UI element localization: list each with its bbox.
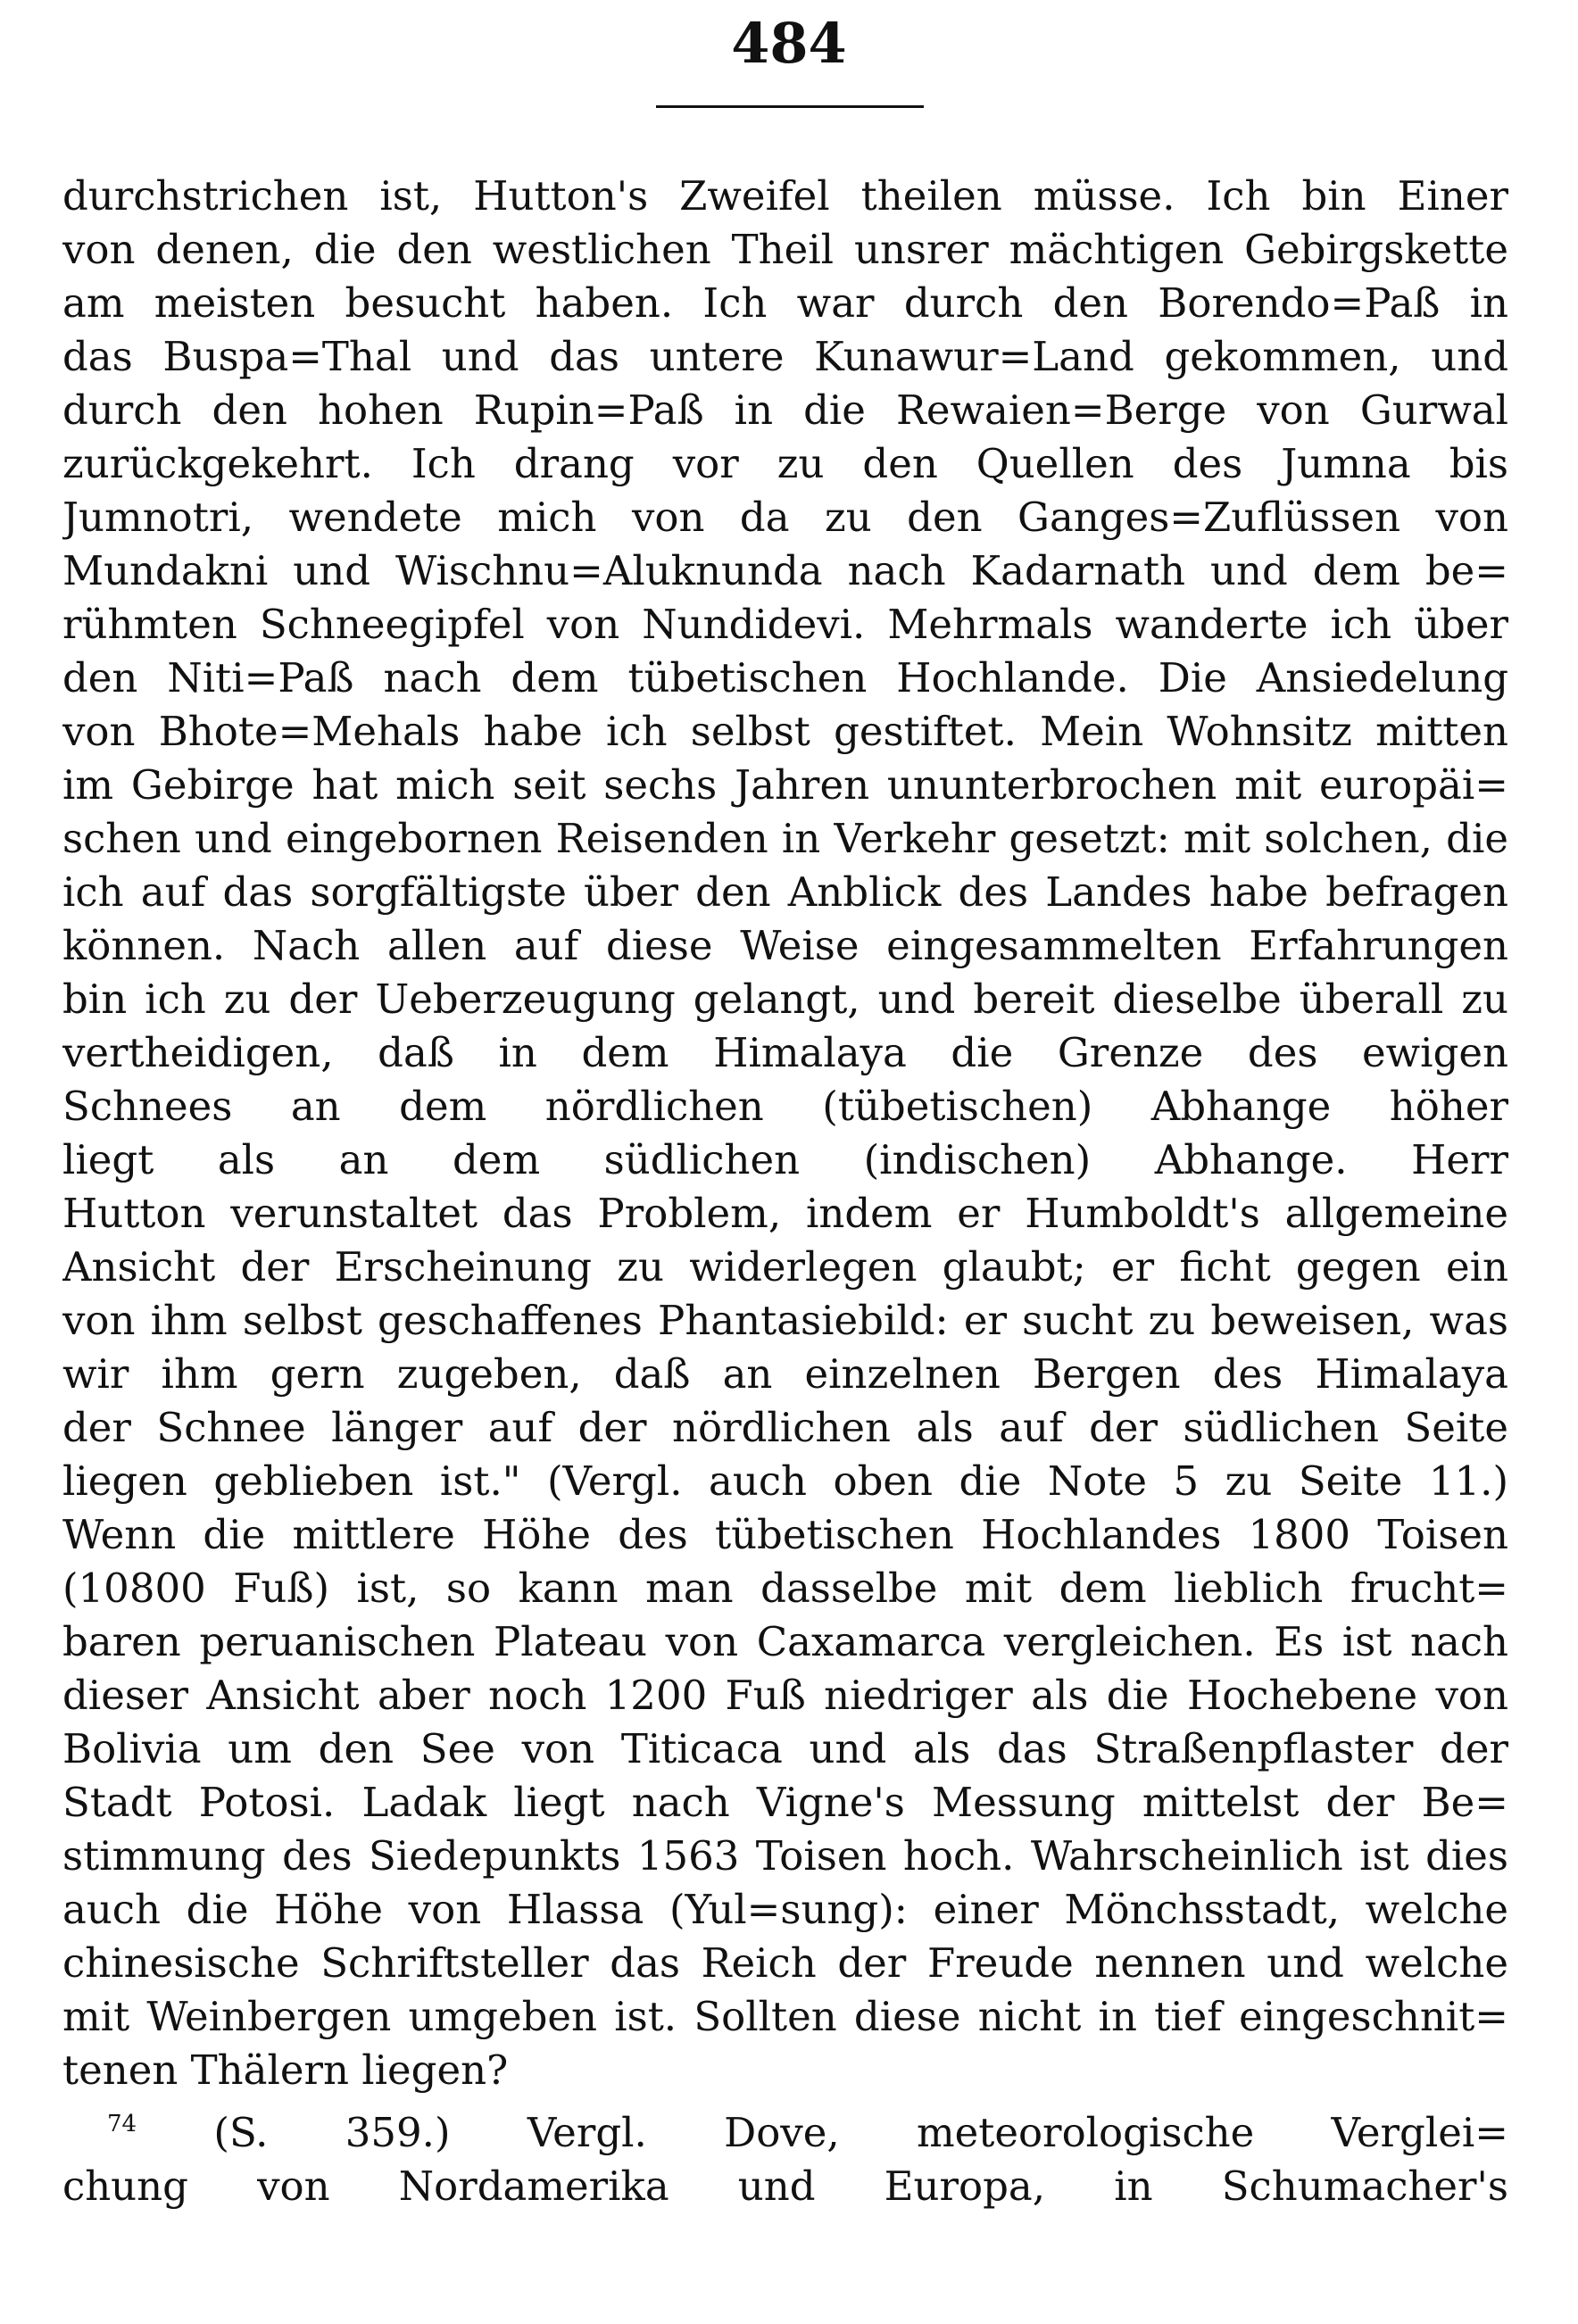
text-line: Ansicht der Erscheinung zu widerlegen glaubt; er ficht gegen ein — [62, 1243, 1508, 1291]
text-line: auch die Höhe von Hlassa (Yul=sung): einer Mönchsstadt, welche — [62, 1886, 1508, 1933]
text-line: Bolivia um den See von Titicaca und als das Straßenpflaster der — [62, 1725, 1508, 1772]
text-line: liegen geblieben ist." (Vergl. auch oben die Note 5 zu Seite 11.) — [62, 1457, 1508, 1505]
text-line: von Bhote=Mehals habe ich selbst gestiftet. Mein Wohnsitz mitten — [62, 708, 1508, 755]
text-line: wir ihm gern zugeben, daß an einzelnen Bergen des Himalaya — [62, 1350, 1508, 1398]
footnote-marker: 74 — [107, 2111, 137, 2137]
text-line: rühmten Schneegipfel von Nundidevi. Mehrmals wanderte ich über — [62, 601, 1508, 648]
text-line: schen und eingebornen Reisenden in Verkehr gesetzt: mit solchen, die — [62, 815, 1508, 862]
text-line: Mundakni und Wischnu=Aluknunda nach Kadarnath und dem be= — [62, 547, 1508, 594]
text-line: chinesische Schriftsteller das Reich der Freude nennen und welche — [62, 1939, 1508, 1987]
text-line: Schnees an dem nördlichen (tübetischen) Abhange höher — [62, 1083, 1508, 1130]
text-line: ich auf das sorgfältigste über den Anblick des Landes habe befragen — [62, 868, 1508, 916]
text-line: der Schnee länger auf der nördlichen als auf der südlichen Seite — [62, 1404, 1508, 1451]
text-line: dieser Ansicht aber noch 1200 Fuß niedriger als die Hochebene von — [62, 1672, 1508, 1719]
text-line: durch den hohen Rupin=Paß in die Rewaien=Berge von Gurwal — [62, 386, 1508, 434]
text-line: können. Nach allen auf diese Weise eingesammelten Erfahrungen — [62, 922, 1508, 969]
text-line: im Gebirge hat mich seit sechs Jahren ununterbrochen mit europäi= — [62, 761, 1508, 809]
text-line: Jumnotri, wendete mich von da zu den Ganges=Zuflüssen von — [62, 494, 1508, 541]
text-line: (10800 Fuß) ist, so kann man dasselbe mit dem lieblich frucht= — [62, 1565, 1508, 1612]
text-line: Hutton verunstaltet das Problem, indem er Humboldt's allgemeine — [62, 1190, 1508, 1237]
text-line: durchstrichen ist, Hutton's Zweifel theilen müsse. Ich bin Einer — [62, 172, 1508, 220]
text-line: bin ich zu der Ueberzeugung gelangt, und bereit dieselbe überall zu — [62, 975, 1508, 1023]
footnote-text: (S. 359.) Vergl. Dove, meteorologische Verglei= — [213, 2109, 1508, 2156]
text-line: Wenn die mittlere Höhe des tübetischen Hochlandes 1800 Toisen — [62, 1511, 1508, 1558]
text-line: mit Weinbergen umgeben ist. Sollten diese nicht in tief eingeschnit= — [62, 1993, 1508, 2040]
body-text — [62, 170, 1508, 2213]
text-line: stimmung des Siedepunkts 1563 Toisen hoch. Wahrscheinlich ist dies — [62, 1832, 1508, 1880]
page-number: 484 — [731, 11, 847, 76]
text-line: von denen, die den westlichen Theil unsrer mächtigen Gebirgskette — [62, 226, 1508, 273]
footnote — [62, 2106, 1508, 2213]
text-line: baren peruanischen Plateau von Caxamarca vergleichen. Es ist nach — [62, 1618, 1508, 1665]
text-line: von ihm selbst geschaffenes Phantasiebild: er sucht zu beweisen, was — [62, 1297, 1508, 1344]
text-line: das Buspa=Thal und das untere Kunawur=Land gekommen, und — [62, 333, 1508, 380]
text-line: liegt als an dem südlichen (indischen) Abhange. Herr — [62, 1136, 1508, 1183]
footnote-line — [62, 2106, 1508, 2160]
text-line: am meisten besucht haben. Ich war durch den Borendo=Paß in — [62, 279, 1508, 327]
text-line: zurückgekehrt. Ich drang vor zu den Quellen des Jumna bis — [62, 440, 1508, 487]
text-line: tenen Thälern liegen? — [62, 2046, 509, 2094]
text-line: vertheidigen, daß in dem Himalaya die Grenze des ewigen — [62, 1029, 1508, 1076]
text-line: Stadt Potosi. Ladak liegt nach Vigne's Messung mittelst der Be= — [62, 1779, 1508, 1826]
text-line: den Niti=Paß nach dem tübetischen Hochlande. Die Ansiedelung — [62, 654, 1508, 701]
header-rule — [656, 105, 924, 108]
footnote-line: chung von Nordamerika und Europa, in Schumacher's — [62, 2162, 1508, 2210]
